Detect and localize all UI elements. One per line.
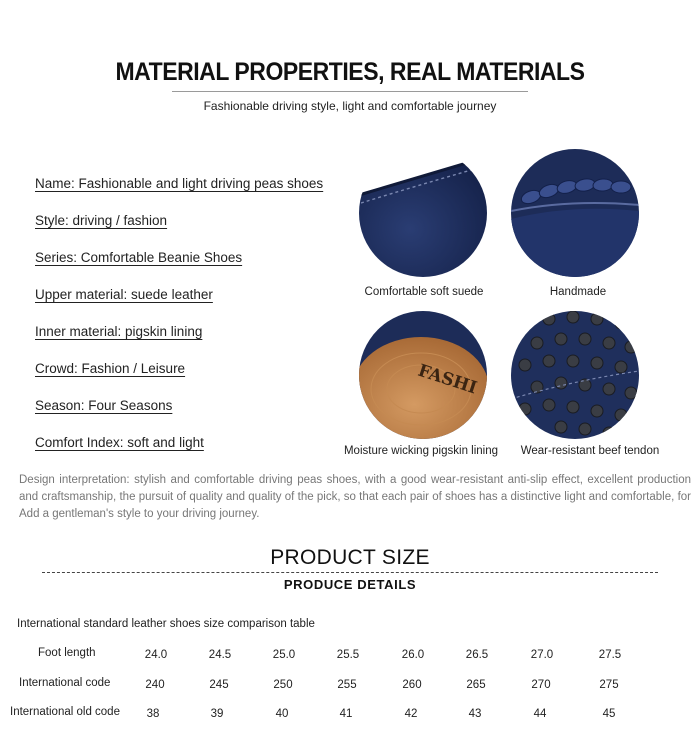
- property-item: Crowd: Fashion / Leisure: [35, 361, 186, 376]
- feature-caption: Handmade: [549, 286, 607, 298]
- feature-caption: Wear-resistant beef tendon: [520, 445, 660, 457]
- size-cell: 25.5: [336, 649, 360, 661]
- size-cell: 265: [466, 679, 486, 691]
- size-cell: 24.5: [208, 649, 232, 661]
- size-table-row: [0, 677, 700, 695]
- size-cell: 42: [404, 708, 418, 720]
- size-cell: 250: [273, 679, 293, 691]
- property-item: Name: Fashionable and light driving peas shoes: [35, 176, 324, 191]
- size-table-row: [0, 647, 700, 665]
- size-cell: 245: [209, 679, 229, 691]
- subtitle-rule: [172, 91, 528, 92]
- size-cell: 43: [468, 708, 482, 720]
- produce-details-heading: PRODUCE DETAILS: [283, 577, 417, 592]
- property-item: Inner material: pigskin lining: [35, 324, 203, 339]
- row-label: International old code: [10, 706, 120, 718]
- property-item: Comfort Index: soft and light: [35, 435, 204, 450]
- rubber-studs-icon: [511, 311, 639, 439]
- size-cell: 240: [145, 679, 165, 691]
- size-cell: 275: [599, 679, 619, 691]
- size-cell: 45: [602, 708, 616, 720]
- size-cell: 40: [275, 708, 289, 720]
- size-cell: 26.0: [401, 649, 425, 661]
- section-subtitle: Fashionable driving style, light and comfortable journey: [203, 99, 497, 113]
- size-cell: 255: [337, 679, 357, 691]
- design-interpretation: Design interpretation: stylish and comfortable driving peas shoes, with a good wear-resistant anti-slip effect, excellent production and craftsmanship, the pursuit of quality and quality of the pick, so that each pair of shoes has a distinctive light and comfortable, for Add a gentleman's style to your driving journey.: [19, 474, 691, 520]
- row-label: Foot length: [38, 647, 96, 659]
- size-cell: 27.5: [598, 649, 622, 661]
- property-item: Series: Comfortable Beanie Shoes: [35, 250, 243, 265]
- size-cell: 26.5: [465, 649, 489, 661]
- section-title: MATERIAL PROPERTIES, REAL MATERIALS: [115, 58, 585, 86]
- size-cell: 41: [339, 708, 353, 720]
- property-item: Season: Four Seasons: [35, 398, 173, 413]
- property-list: [35, 176, 323, 472]
- property-item: Upper material: suede leather: [35, 287, 213, 302]
- size-cell: 24.0: [144, 649, 168, 661]
- suede-closeup-icon: [359, 149, 487, 277]
- feature-caption: Comfortable soft suede: [364, 286, 484, 298]
- size-cell: 44: [533, 708, 547, 720]
- property-item: Style: driving / fashion: [35, 213, 168, 228]
- feature-caption: Moisture wicking pigskin lining: [343, 445, 499, 457]
- dashed-divider: [42, 572, 658, 573]
- stitching-closeup-icon: [511, 149, 639, 277]
- size-cell: 38: [146, 708, 160, 720]
- size-table-title: International standard leather shoes size comparison table: [17, 618, 315, 630]
- product-size-heading: PRODUCT SIZE: [270, 546, 430, 569]
- size-cell: 25.0: [272, 649, 296, 661]
- lining-brand-text: FASHI: [415, 360, 480, 399]
- size-cell: 39: [210, 708, 224, 720]
- size-cell: 27.0: [530, 649, 554, 661]
- size-table-row: [0, 706, 700, 724]
- row-label: International code: [19, 677, 111, 689]
- size-cell: 270: [531, 679, 551, 691]
- size-cell: 260: [402, 679, 422, 691]
- pigskin-lining-icon: [359, 311, 487, 439]
